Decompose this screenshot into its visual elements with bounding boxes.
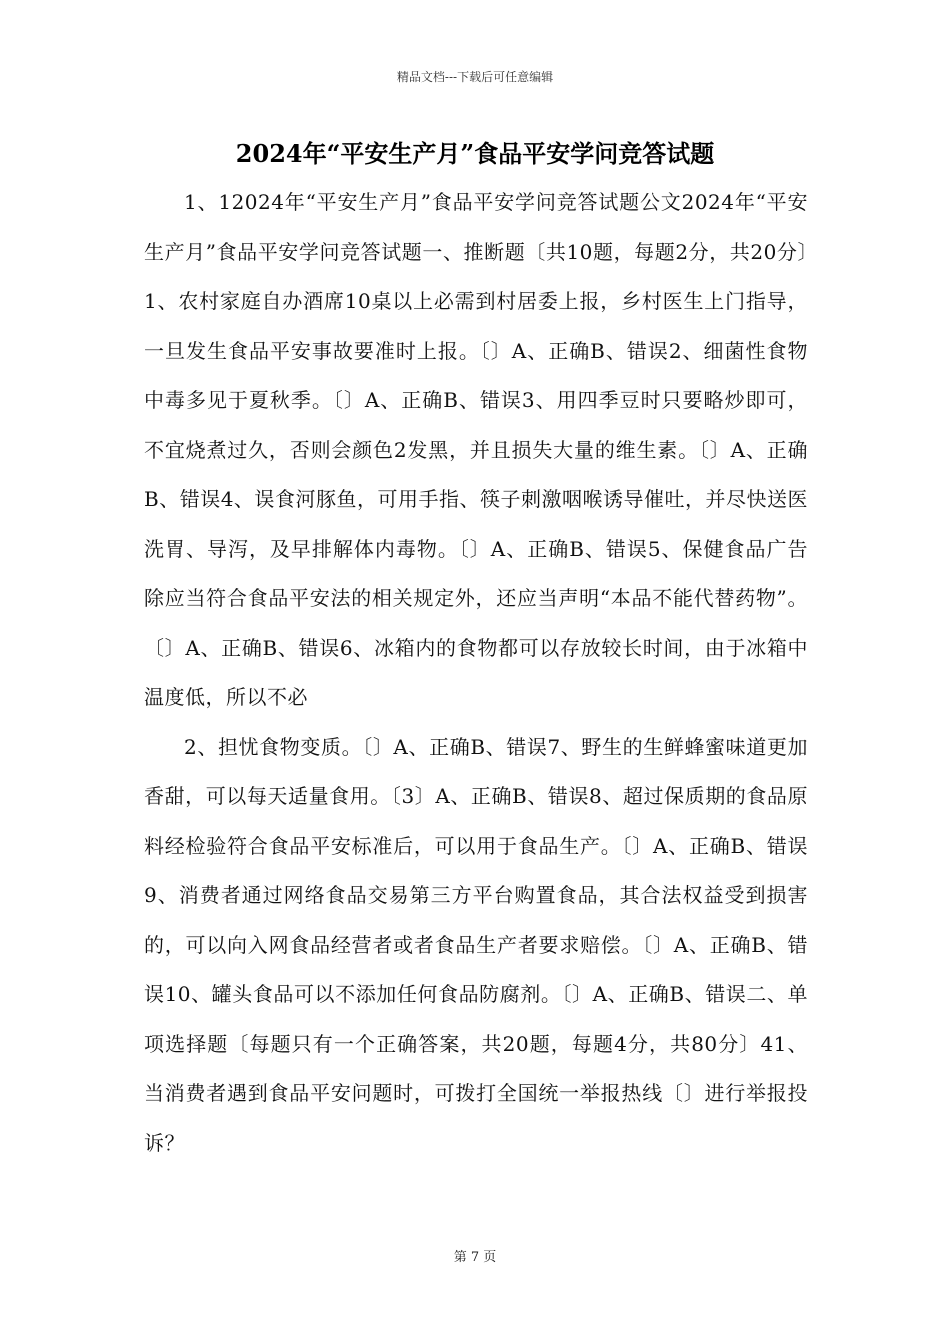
page-header-note: 精品文档---下载后可任意编辑 — [396, 70, 554, 84]
page-number: 第 7 页 — [453, 1250, 497, 1265]
paragraph-2: 2、担忧食物变质。〔〕A、正确B、错误7、野生的生鲜蜂蜜味道更加香甜，可以每天适量食用。〔3〕A、正确B、错误8、超过保质期的食品原料经检验符合食品平安标准后，可以用于食品生产。〔〕A、正确B、错误9、消费者通过网络食品交易第三方平台购置食品，其合法权益受到损害的，可以向入网食品经营者或者食品生产者要求赔偿。〔〕A、正确B、错误10、罐头食品可以不添加任何食品防腐剂。〔〕A、正确B、错误二、单项选择题〔每题只有一个正确答案，共20题，每题4分，共80分〕41、当消费者遇到食品平安问题时，可拨打全国统一举报热线〔〕进行举报投诉？ — [144, 734, 808, 1155]
document-title: 2024年“平安生产月”食品平安学问竞答试题 — [235, 139, 715, 168]
paragraph-1: 1、12024年“平安生产月”食品平安学问竞答试题公文2024年“平安生产月”食品平安学问竞答试题一、推断题〔共10题，每题2分，共20分〕1、农村家庭自办酒席10桌以上必需到村居委上报，乡村医生上门指导，一旦发生食品平安事故要准时上报。〔〕A、正确B、错误2、细菌性食物中毒多见于夏秋季。〔〕A、正确B、错误3、用四季豆时只要略炒即可，不宜烧煮过久，否则会颜色2发黑，并且损失大量的维生素。〔〕A、正确B、错误4、误食河豚鱼，可用手指、筷子刺激咽喉诱导催吐，并尽快送医洗胃、导泻，及早排解体内毒物。〔〕A、正确B、错误5、保健食品广告除应当符合食品平安法的相关规定外，还应当声明“本品不能代替药物”。〔〕A、正确B、错误6、冰箱内的食物都可以存放较长时间，由于冰箱中温度低，所以不必 — [144, 190, 808, 709]
document-body — [144, 178, 808, 1168]
